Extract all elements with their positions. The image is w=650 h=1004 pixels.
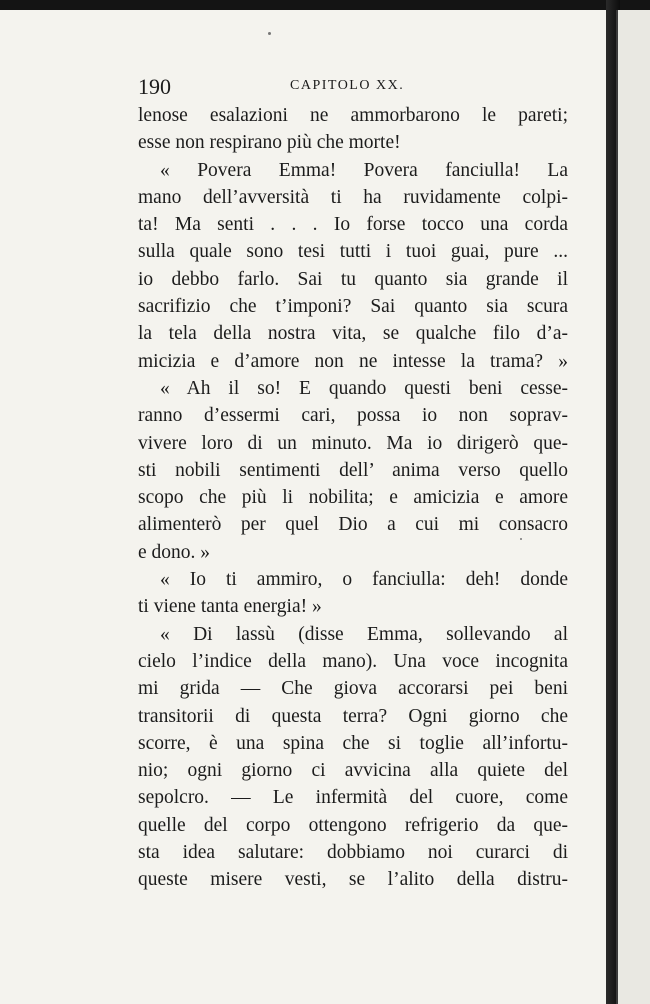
text-line: mano dell’avversità ti ha ruvidamente colpi- (138, 186, 568, 208)
text-line: esse non respirano più che morte! (138, 132, 401, 154)
text-line: alimenterò per quel Dio a cui mi consacro (138, 514, 568, 536)
text-line: « Io ti ammiro, o fanciulla: deh! donde (160, 569, 568, 591)
text-line: io debbo farlo. Sai tu quanto sia grande il (138, 268, 568, 290)
text-line: cielo l’indice della mano). Una voce incognita (138, 650, 568, 672)
text-line: lenose esalazioni ne ammorbarono le pareti; (138, 105, 568, 126)
paper-speck (268, 32, 271, 35)
text-line: sepolcro. — Le infermità del cuore, come (138, 787, 568, 809)
running-head: CAPITOLO XX. (290, 78, 405, 93)
text-line: scorre, è una spina che si toglie all’infortu- (138, 732, 568, 754)
text-line: sulla quale sono tesi tutti i tuoi guai, pure ... (138, 241, 568, 263)
text-line: transitorii di questa terra? Ogni giorno che (138, 705, 568, 727)
page-number: 190 (138, 74, 171, 99)
text-line: sacrifizio che t’imponi? Sai quanto sia scura (138, 296, 568, 318)
body-text (138, 102, 568, 894)
adjacent-page-edge (616, 10, 650, 1004)
text-line: « Povera Emma! Povera fanciulla! La (160, 159, 568, 181)
text-line: mi grida — Che giova accorarsi pei beni (138, 678, 568, 700)
text-line: sti nobili sentimenti dell’ anima verso quello (138, 459, 568, 481)
text-line: e dono. » (138, 541, 211, 563)
text-line: micizia e d’amore non ne intesse la trama? » (138, 350, 568, 372)
text-line: sta idea salutare: dobbiamo noi curarci di (138, 842, 568, 864)
text-line: nio; ogni giorno ci avvicina alla quiete del (138, 760, 568, 782)
text-line: ta! Ma senti . . . Io forse tocco una corda (138, 214, 568, 236)
text-line: quelle del corpo ottengono refrigerio da que- (138, 814, 568, 836)
text-line: vivere loro di un minuto. Ma io dirigerò que- (138, 432, 568, 454)
text-line: « Ah il so! E quando questi beni cesse- (160, 377, 568, 399)
text-line: ranno d’essermi cari, possa io non soprav- (138, 405, 568, 427)
text-line: queste misere vesti, se l’alito della distru- (138, 869, 568, 891)
text-line: ti viene tanta energia! » (138, 596, 322, 618)
text-line: la tela della nostra vita, se qualche filo d’a- (138, 323, 568, 345)
text-line: scopo che più li nobilita; e amicizia e amore (138, 487, 568, 509)
page-header (138, 74, 568, 102)
text-line: « Di lassù (disse Emma, sollevando al (160, 623, 568, 645)
